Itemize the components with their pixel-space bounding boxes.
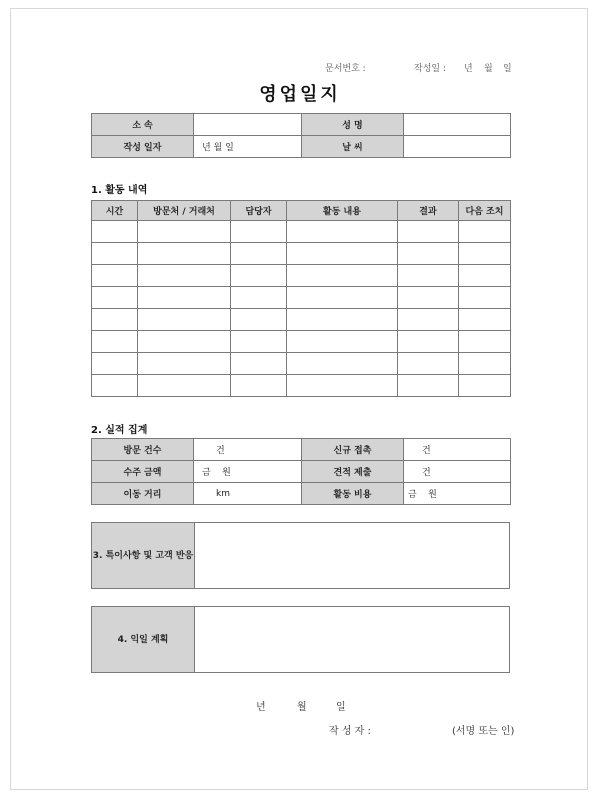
- footer-month: 월: [297, 702, 307, 713]
- name-field[interactable]: [404, 114, 511, 136]
- activity-row: [92, 287, 511, 309]
- affiliation-field[interactable]: [194, 114, 302, 136]
- activity-cell-visit-place[interactable]: [138, 243, 231, 265]
- activity-cell-activity-content[interactable]: [287, 243, 398, 265]
- summary-table: [91, 438, 511, 505]
- activity-cell-contact[interactable]: [231, 331, 287, 353]
- written-day: 일: [503, 64, 512, 74]
- activity-cell-next-action[interactable]: [459, 309, 511, 331]
- activity-header-row: [92, 201, 511, 221]
- date-label: 작성 일자: [92, 136, 194, 158]
- written-year: 년: [464, 64, 473, 74]
- activity-cell-next-action[interactable]: [459, 353, 511, 375]
- notes-box: [91, 522, 510, 589]
- notes-field[interactable]: [195, 523, 509, 588]
- visit-count-label: 방문 건수: [92, 439, 194, 461]
- activity-cell-result[interactable]: [398, 287, 459, 309]
- activity-cell-visit-place[interactable]: [138, 353, 231, 375]
- info-table: [91, 113, 511, 158]
- activity-cell-time[interactable]: [92, 375, 138, 397]
- activity-cell-result[interactable]: [398, 243, 459, 265]
- activity-section-title: 1. 활동 내역: [91, 185, 148, 196]
- activity-cell-next-action[interactable]: [459, 221, 511, 243]
- col-result: 결과: [398, 201, 459, 221]
- weather-label: 날 씨: [302, 136, 404, 158]
- order-amount-label: 수주 금액: [92, 461, 194, 483]
- activity-row: [92, 243, 511, 265]
- written-date-label: 작성일 :: [414, 64, 446, 74]
- activity-cell-activity-content[interactable]: [287, 287, 398, 309]
- activity-cell-contact[interactable]: [231, 375, 287, 397]
- col-time: 시간: [92, 201, 138, 221]
- activity-cell-next-action[interactable]: [459, 331, 511, 353]
- col-contact: 담당자: [231, 201, 287, 221]
- activity-row: [92, 375, 511, 397]
- activity-cell-result[interactable]: [398, 221, 459, 243]
- activity-cell-next-action[interactable]: [459, 375, 511, 397]
- activity-cell-time[interactable]: [92, 221, 138, 243]
- col-next-action: 다음 조치: [459, 201, 511, 221]
- col-visit-place: 방문처 / 거래처: [138, 201, 231, 221]
- activity-cell-visit-place[interactable]: [138, 221, 231, 243]
- written-month: 월: [484, 64, 493, 74]
- footer-day: 일: [336, 702, 346, 713]
- new-contact-label: 신규 접촉: [302, 439, 404, 461]
- activity-cell-result[interactable]: [398, 375, 459, 397]
- activity-row: [92, 331, 511, 353]
- travel-distance-field[interactable]: km: [194, 483, 302, 505]
- plan-field[interactable]: [195, 607, 509, 672]
- activity-cell-contact[interactable]: [231, 287, 287, 309]
- activity-cell-next-action[interactable]: [459, 243, 511, 265]
- activity-cost-field[interactable]: 금 원: [404, 483, 511, 505]
- activity-cell-contact[interactable]: [231, 353, 287, 375]
- visit-count-field[interactable]: 건: [194, 439, 302, 461]
- signature-label: (서명 또는 인): [452, 726, 515, 737]
- plan-box: [91, 606, 510, 673]
- activity-cost-label: 활동 비용: [302, 483, 404, 505]
- activity-cell-next-action[interactable]: [459, 287, 511, 309]
- summary-section-title: 2. 실적 집계: [91, 425, 148, 436]
- activity-cell-activity-content[interactable]: [287, 353, 398, 375]
- date-field[interactable]: 년 월 일: [194, 136, 302, 158]
- affiliation-label: 소 속: [92, 114, 194, 136]
- activity-cell-result[interactable]: [398, 353, 459, 375]
- activity-row: [92, 221, 511, 243]
- activity-cell-time[interactable]: [92, 331, 138, 353]
- activity-cell-visit-place[interactable]: [138, 265, 231, 287]
- activity-cell-activity-content[interactable]: [287, 331, 398, 353]
- footer-year: 년: [256, 702, 266, 713]
- activity-cell-contact[interactable]: [231, 309, 287, 331]
- activity-cell-result[interactable]: [398, 265, 459, 287]
- activity-cell-visit-place[interactable]: [138, 309, 231, 331]
- weather-field[interactable]: [404, 136, 511, 158]
- new-contact-field[interactable]: 건: [404, 439, 511, 461]
- notes-label: 3. 특이사항 및 고객 반응: [92, 523, 195, 588]
- activity-cell-visit-place[interactable]: [138, 375, 231, 397]
- quote-submitted-field[interactable]: 건: [404, 461, 511, 483]
- activity-cell-activity-content[interactable]: [287, 309, 398, 331]
- activity-cell-time[interactable]: [92, 353, 138, 375]
- activity-cell-time[interactable]: [92, 287, 138, 309]
- author-label: 작 성 자 :: [329, 726, 371, 737]
- activity-cell-contact[interactable]: [231, 265, 287, 287]
- activity-cell-visit-place[interactable]: [138, 287, 231, 309]
- activity-cell-time[interactable]: [92, 309, 138, 331]
- order-amount-field[interactable]: 금 원: [194, 461, 302, 483]
- activity-row: [92, 353, 511, 375]
- activity-cell-result[interactable]: [398, 309, 459, 331]
- activity-cell-activity-content[interactable]: [287, 265, 398, 287]
- plan-label: 4. 익일 계획: [92, 607, 195, 672]
- activity-cell-visit-place[interactable]: [138, 331, 231, 353]
- activity-cell-contact[interactable]: [231, 221, 287, 243]
- quote-submitted-label: 견적 제출: [302, 461, 404, 483]
- activity-cell-time[interactable]: [92, 265, 138, 287]
- activity-row: [92, 265, 511, 287]
- travel-distance-label: 이동 거리: [92, 483, 194, 505]
- activity-cell-time[interactable]: [92, 243, 138, 265]
- col-activity-content: 활동 내용: [287, 201, 398, 221]
- doc-number-label: 문서번호 :: [325, 64, 366, 74]
- activity-cell-activity-content[interactable]: [287, 221, 398, 243]
- activity-table: [91, 200, 511, 397]
- activity-cell-contact[interactable]: [231, 243, 287, 265]
- page-title: 영업일지: [259, 84, 341, 105]
- name-label: 성 명: [302, 114, 404, 136]
- activity-cell-activity-content[interactable]: [287, 375, 398, 397]
- activity-cell-result[interactable]: [398, 331, 459, 353]
- activity-cell-next-action[interactable]: [459, 265, 511, 287]
- activity-row: [92, 309, 511, 331]
